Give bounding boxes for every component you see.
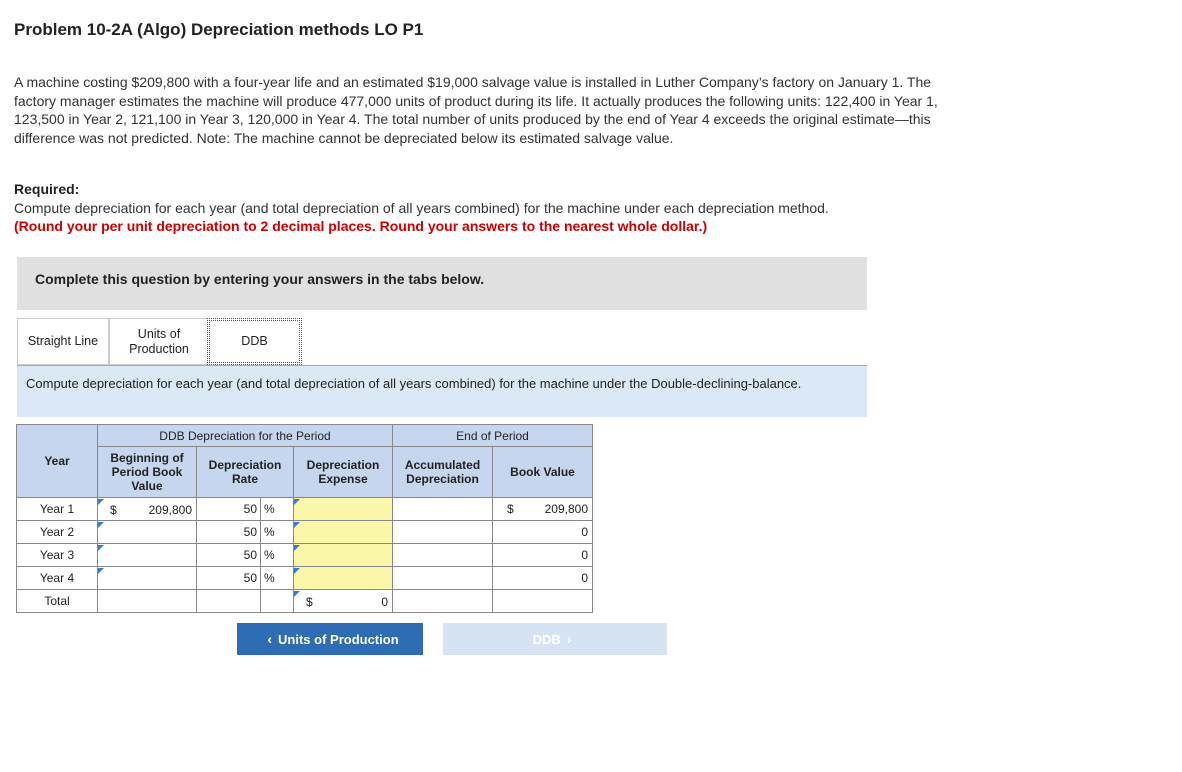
table-row [17,544,593,567]
rounding-instruction: (Round your per unit depreciation to 2 decimal places. Round your answers to the nearest whole dollar.) [14,218,708,234]
input-flag-icon [294,499,300,505]
expense-input[interactable] [294,544,393,567]
required-heading: Required: [14,181,80,197]
beginning-value-input[interactable] [98,567,197,590]
beginning-value-input[interactable]: $ 209,800 [98,498,197,521]
problem-description: A machine costing $209,800 with a four-year life and an estimated $19,000 salvage value is installed in Luther Company’s factory on January 1. The factory manager estimates the machine will produce 477,000 units of product during its life. It actually produces the following units: 122,400 in Year 1, 123,500 in Year 2, 121,100 in Year 3, 120,000 in Year 4. The total number of units produced by the end of Year 4 exceeds the original estimate—this difference was not predicted. Note: The machine cannot be depreciated below its estimated salvage value. [14,74,938,146]
header-book-value: Book Value [493,447,593,498]
table-row [17,498,593,521]
tab-units-of-production[interactable] [109,318,209,365]
table-row [17,567,593,590]
tab-straight-line[interactable] [17,318,109,365]
prev-button-label: Units of Production [278,631,399,647]
rate-cell: 50 % [197,544,294,567]
input-flag-icon [98,568,104,574]
year-label: Year 1 [17,498,98,521]
tabs-banner [17,257,867,310]
instruction-text: Compute depreciation for each year (and total depreciation of all years combined) for the machine under the Double-declining-balance. [26,376,802,391]
input-flag-icon [98,545,104,551]
empty-cell [98,590,197,613]
required-text: Compute depreciation for each year (and total depreciation of all years combined) for the machine under each depreciation method. [14,200,829,216]
total-expense-cell: $ 0 [294,590,393,613]
beginning-value-input[interactable] [98,521,197,544]
total-label: Total [17,590,98,613]
tab-label: DDB [241,334,268,348]
header-year: Year [17,425,98,498]
accumulated-cell [393,544,493,567]
book-value-cell: 0 [493,544,593,567]
chevron-left-icon: ‹ [267,631,273,647]
rate-cell: 50 % [197,521,294,544]
next-tab-button [443,623,667,655]
header-group-end: End of Period [393,425,593,447]
accumulated-cell [393,567,493,590]
header-group-ddb: DDB Depreciation for the Period [98,425,393,447]
next-button-label: DDB [532,631,561,647]
accumulated-cell [393,521,493,544]
header-depreciation-expense: Depreciation Expense [294,447,393,498]
header-beginning-book-value: Beginning of Period Book Value [98,447,197,498]
input-flag-icon [98,499,104,505]
chevron-right-icon: › [566,631,572,647]
banner-text: Complete this question by entering your answers in the tabs below. [35,271,485,287]
table-row [17,521,593,544]
rate-cell: 50 % [197,498,294,521]
expense-input[interactable] [294,498,393,521]
input-flag-icon [294,591,300,597]
prev-tab-button[interactable] [237,623,423,655]
input-flag-icon [98,522,104,528]
accumulated-cell [393,498,493,521]
instruction-panel [17,366,867,417]
tab-label: Units of Production [129,326,189,356]
header-depreciation-rate: Depreciation Rate [197,447,294,498]
ddb-table [16,424,593,613]
expense-input[interactable] [294,521,393,544]
year-label: Year 2 [17,521,98,544]
beginning-value-input[interactable] [98,544,197,567]
input-flag-icon [294,522,300,528]
year-label: Year 4 [17,567,98,590]
empty-cell [393,590,493,613]
book-value-cell: 0 [493,521,593,544]
year-label: Year 3 [17,544,98,567]
empty-cell [493,590,593,613]
empty-cell [197,590,294,613]
book-value-cell: 0 [493,567,593,590]
total-row [17,590,593,613]
book-value-cell: $ 209,800 [493,498,593,521]
header-accumulated-depreciation: Accumulated Depreciation [393,447,493,498]
problem-title: Problem 10-2A (Algo) Depreciation methods LO P1 [14,20,424,39]
tab-label: Straight Line [27,334,99,348]
expense-input[interactable] [294,567,393,590]
input-flag-icon [294,545,300,551]
tab-ddb[interactable] [207,318,302,365]
input-flag-icon [294,568,300,574]
rate-cell: 50 % [197,567,294,590]
